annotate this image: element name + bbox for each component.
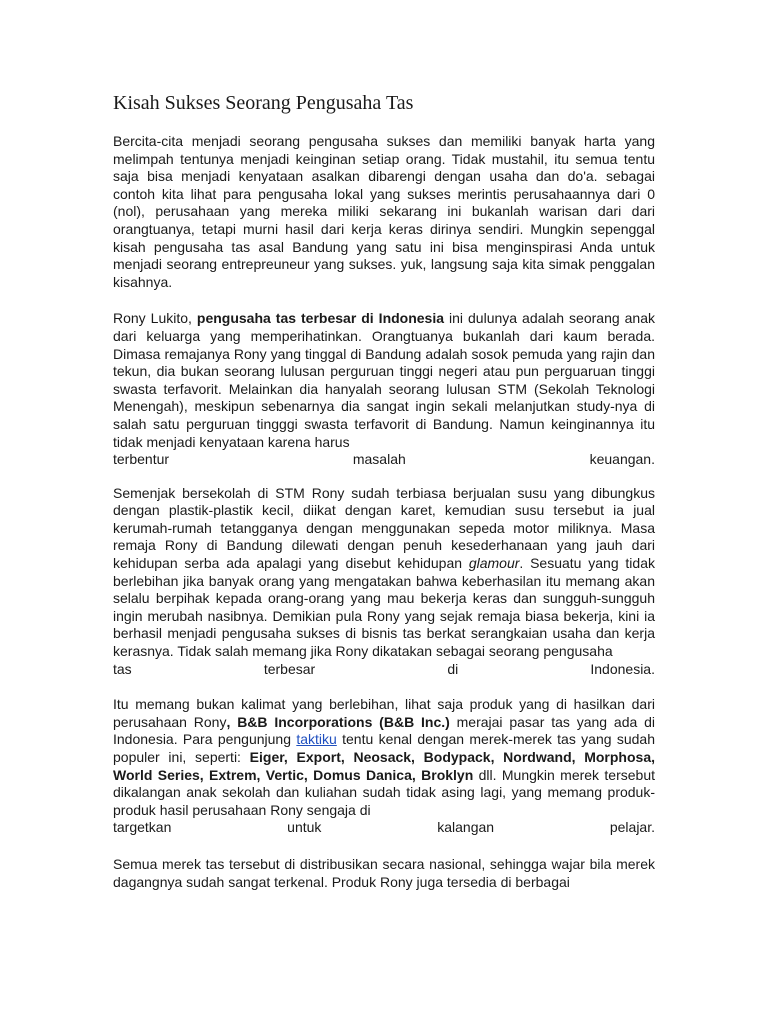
word: Indonesia. [590,660,655,677]
word: terbentur [113,451,170,468]
word: masalah [352,451,406,468]
paragraph-text: merajai pasar tas yang ada di Indonesia. Para pengunjung [113,713,655,748]
paragraph-distribution: Semua merek tas tersebut di distribusikan secara nasional, sehingga wajar bila merek dagangnya sudah sangat terkenal. Produk Rony juga tersedia di berbagai [113,855,655,890]
taktiku-link[interactable]: taktiku [296,731,337,748]
bold-company-name: , B&B Incorporations (B&B Inc.) [226,713,450,730]
italic-word: glamour [468,555,520,572]
word: untuk [287,819,322,836]
paragraph-text: dll. Mungkin merek tersebut dikalangan anak sekolah dan kuliahan sudah tidak asing lagi, yang memang produk-produk hasil perusahaan Rony sengaja di [113,766,656,818]
paragraph-rony-youth [113,485,655,679]
paragraph-text: ini dulunya adalah seorang anak dari keluarga yang memperihatinkan. Orangtuanya bukanlah dari kaum berada. Dimasa remajanya Rony yang tinggal di Bandung adalah sosok pemuda yang rajin dan tekun, dia bukan seorang lulusan perguruan tinggi negeri atau pun perguaruan tinggi swasta terfavorit. Melainkan dia hanyalah seorang lulusan STM (Sekolah Teknologi Menengah), meskipun sebenarnya dia sangat ingin sekali melanjutkan study-nya di salah satu perguruan tingggi swasta terfavorit di Bandung. Namun keinginannya itu tidak menjadi kenyataan karena harus [113,310,655,450]
word: pelajar. [609,819,655,836]
paragraph-text: tentu kenal dengan merek-merek tas yang sudah populer ini, seperti: [113,731,655,765]
justified-last-line [113,661,655,679]
bold-phrase: pengusaha tas terbesar di Indonesia [196,310,445,327]
document-body [113,133,655,910]
justified-last-line [113,819,655,837]
paragraph-brands [113,696,655,837]
paragraph-text: . Sesuatu yang tidak berlebihan jika banyak orang yang mengatakan bahwa keberhasilan itu memang akan selalu berpihak kepada orang-orang yang mau bekerja keras dan sungguh-sungguh ingin merubah nasibnya. Demikian pula Rony yang sejak remaja biasa bekerja, kini ia berhasil menjadi pengusaha sukses di bisnis tas berkat serangkaian usaha dan kerja kerasnya. Tidak salah memang jika Rony dikatakan sebagai seorang pengusaha [113,555,655,660]
paragraph-intro: Bercita-cita menjadi seorang pengusaha sukses dan memiliki banyak harta yang melimpah tentunya menjadi keinginan setiap orang. Tidak mustahil, itu semua tentu saja bisa menjadi kenyataan asalkan dibarengi dengan usaha dan do'a. sebagai contoh kita lihat para pengusaha lokal yang sukses merintis perusahaannya dari 0 (nol), perusahaan yang mereka miliki sekarang ini bukanlah warisan dari dari orangtuanya, tetapi murni hasil dari kerja keras dirinya sendiri. Mungkin sepenggal kisah pengusaha tas asal Bandung yang satu ini bisa menginspirasi Anda untuk menjadi seorang entrepreuneur yang sukses. yuk, langsung saja kita simak penggalan kisahnya. [113,133,655,290]
justified-last-line [113,451,655,469]
paragraph-text: Semenjak bersekolah di STM Rony sudah terbiasa berjualan susu yang dibungkus dengan plastik-plastik kecil, diikat dengan karet, kemudian susu tersebut ia jual kerumah-rumah tetangganya dengan menggunakan sepeda motor miliknya. Masa remaja Rony di Bandung dilewati dengan penuh kesederhanaan yang jauh dari kehidupan serba ada apalagi yang disebut kehidupan [113,484,655,572]
word: terbesar [263,660,316,677]
document-title: Kisah Sukses Seorang Pengusaha Tas [113,92,414,114]
word: targetkan [113,819,172,836]
bold-brand-list: Eiger, Export, Neosack, Bodypack, Nordwand, Morphosa, World Series, Extrem, Vertic, Domus Danica, Broklyn [113,749,656,783]
paragraph-text: Itu memang bukan kalimat yang berlebihan, lihat saja produk yang di hasilkan dari perusahaan Rony [113,696,655,730]
word: di [447,660,459,677]
word: keuangan. [589,451,655,468]
paragraph-rony-background [113,310,655,468]
word: tas [113,660,132,677]
paragraph-text: Rony Lukito, [113,310,197,327]
word: kalangan [437,819,495,836]
